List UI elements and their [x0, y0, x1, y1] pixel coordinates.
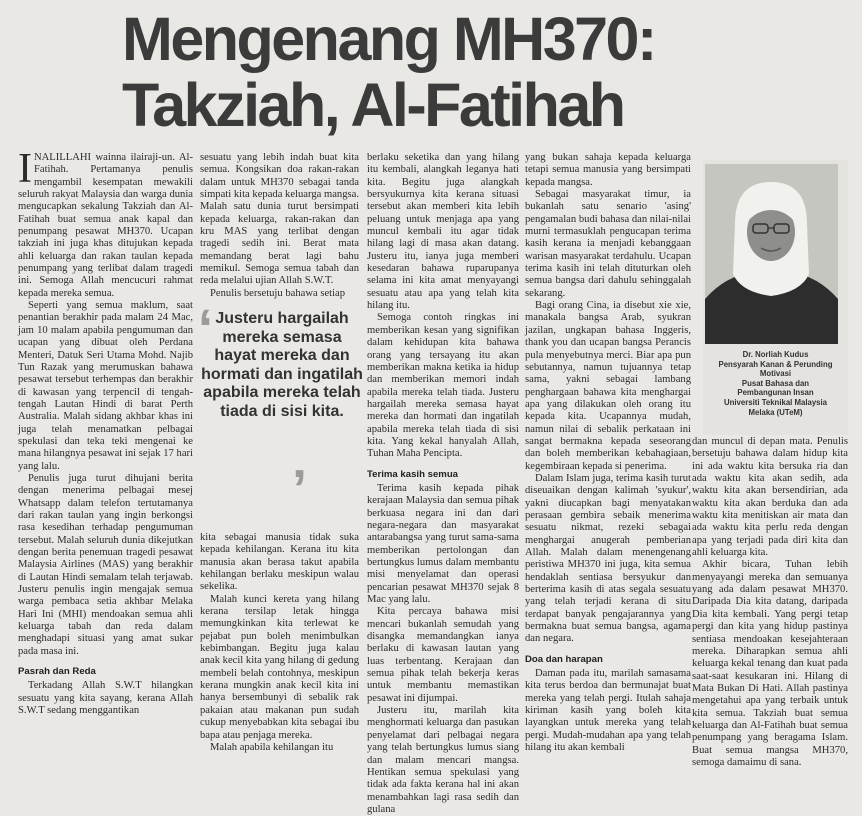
article-column-5 [692, 436, 848, 768]
author-name: Dr. Norliah Kudus [742, 350, 809, 359]
paragraph: INALILLAHI wainna ilairaji-un. Al-Fatihah. Pertamanya penulis mengambil kesempatan mewakili seluruh rakyat Malaysia dan warga dunia mengucapkan sekalung Takziah dan Al-Fatihah buat semua anak kapal dan penumpang pesawat MH370. Ucapan takziah ini juga khas ditujukan kepada ahli keluarga dan rakan taulan kepada penumpang yang terlibat dalam tragedi ini. Semoga Allah mencucuri rahmat kepada mereka semua. [18, 146, 193, 299]
paragraph: Terima kasih kepada pihak kerajaan Malaysia dan semua pihak berkuasa negara ini dan dari negara-negara dan masyarakat antarabangsa yang turut sama-sama memberikan pertolongan dan bertungkus lumus dalam membantu misi menyelamat dan operasi pencarian pesawat MH370 sejak 8 Mac yang lalu. [367, 482, 519, 606]
headline [122, 6, 722, 138]
author-title-line: Universiti Teknikal Malaysia [724, 397, 827, 407]
headline-line-2: Takziah, Al-Fatihah [122, 71, 624, 139]
paragraph: Malah kunci kereta yang hilang kerana tersilap letak hingga memungkinkan kita terlewat ke pejabat pun boleh menimbulkan kebimbangan. Begitu juga kalau anak kecil kita yang hilang di gedung membeli belah contohnya, meskipun kerana mungkin anak kecil kita ini hanya bersembunyi di sebalik rak pakaian atau makanan pun sudah cukup menyebabkan kita sebagai ibu bapa atau penjaga mereka. [200, 593, 359, 741]
paragraph: kita sebagai manusia tidak suka kepada kehilangan. Kerana itu kita manusia akan berasa takut apabila kehilangan berlaku meskipun walau sekelika. [200, 532, 359, 593]
author-title-line: Melaka (UTeM) [748, 407, 803, 417]
author-title-line: Pusat Bahasa dan [741, 378, 810, 388]
subheading: Pasrah dan Reda [18, 666, 96, 678]
open-quote-mark: ‘ [198, 299, 214, 359]
paragraph: Daman pada itu, marilah samasama kita terus berdoa dan bermunajat buat mereka yang telah pergi. Itulah sahaja kiriman kasih yang boleh kita layangkan untuk mereka yang telah pergi. Mudah-mudahan apa yang telah hilang itu akan kembali [525, 668, 691, 754]
paragraph: Semoga contoh ringkas ini memberikan kesan yang signifikan dalam kehidupan kita bahawa orang yang tersayang itu akan memberikan makna ketika ia hidup dan memberikan memori indah apabila mereka telah tiada. Justeru hargailah mereka semasa hayat mereka dan hormati dan ingatilah apabila mereka telah tiada di sisi kita. Yang kekal hanyalah Allah, Tuhan Maha Pencipta. [367, 312, 519, 460]
paragraph: Penulis bersetuju bahawa setiap [210, 287, 346, 299]
author-photo [705, 164, 838, 344]
subheading: Doa dan harapan [525, 653, 603, 665]
author-caption [703, 350, 848, 417]
paragraph: yang bukan sahaja kepada keluarga tetapi semua manusia yang bersimpati kepada mangsa. [525, 152, 691, 188]
paragraph: Seperti yang semua maklum, saat penantian berakhir pada malam 24 Mac, jam 10 malam apabila pengumuman dan ucapan yang dibuat oleh Perdana Menteri, Datuk Seri Utama Mohd. Najib Tun Razak yang merumuskan bahawa pesawat tersebut terhempas dan berakhir di kawasan yang terpencil di tengah-tengah Lautan Hindi di barat Perth Australia. Malah sidang akhbar khas ini juga telah menamatkan pelbagai spekulasi dan teka teki mengenai ke mana hilangnya pesawat ini sejak 17 hari yang lalu. [18, 300, 193, 472]
article-column-1 [18, 146, 193, 764]
author-title-line: Pensyarah Kanan & Perunding [718, 359, 833, 369]
article-column-4 [525, 152, 691, 764]
author-title-line: Pembangunan Insan [737, 388, 814, 398]
paragraph: Terkadang Allah S.W.T hilangkan sesuatu yang kita sayang, kerana Allah S.W.T sedang menggantikan [18, 680, 193, 717]
article-column-3 [367, 152, 519, 815]
paragraph: Dalam Islam juga, terima kasih turut diseuaikan dengan kalimah 'syukur', yakni diucapkan bagi menyatakan perasaan gembira sebaik menerima sesuatu nikmat, rezeki sebagai menghargai anugerah pemberian Allah. Malah dalam menengenang peristiwa MH370 ini juga, kita semua hendaklah sentiasa bersyukur dan berterima kasih di atas segala sesuatu yang telah terjadi kerana di situ terdapat banyak pengajarannya yang bermakna buat semua bangsa, agama dan negara. [525, 472, 691, 645]
paragraph: Kita percaya bahawa misi mencari bukanlah semudah yang disangka memandangkan ianya berlaku di kawasan lautan yang luas terbentang. Kerajaan dan semua pihak telah bekerja keras untuk membantu memastikan pesawat ini dijumpai. [367, 606, 519, 704]
paragraph: Sebagai masyarakat timur, ia bukanlah satu senario 'asing' pengamalan budi bahasa dan nilai-nilai murni termasuklah pengucapan terima kasih kerana ia menjadi kebanggaan warisan masyarakat terdahulu. Ucapan terima kasih ini telah dituturkan oleh semua bangsa dari dahulu sehinggalah sekarang. [525, 189, 691, 299]
paragraph: berlaku seketika dan yang hilang itu kembali, alangkah leganya hati kita. Begitu juga alangkah bersyukurnya kita kerana situasi tersebut akan memberi kita lebih peluang untuk menjaga apa yang muncul kembali itu agar tidak hilang lagi di masa akan datang. Justeru itu, ianya juga memberi kesedaran bahawa ruparupanya selama ini kita amat menyayangi sesuatu atau apa yang telah kita hilang itu. [367, 152, 519, 312]
close-quote-mark: ’ [292, 459, 308, 519]
paragraph: Penulis juga turut dihujani berita dengan menerima pelbagai mesej Whatsapp dalam telefon tertutamanya dari rakan taulan yang ingin berkongsi rasa kesedihan terhadap pengumuman tersebut. Malah seluruh dunia dikejutkan dengan berita penemuan tragedi pesawat Malaysia Airlines (MAS) yang berakhir di Lautan Hindi semalam telah terjawab. Justeru penulis ingin mengajak semua warga pembaca setia akhbar Melaka Hari Ini (MHI) mendoakan semua ahli keluarga tabah dan reda dalam menghadapi situasi yang amat sukar pada masa ini. [18, 472, 193, 657]
author-portrait-image [705, 164, 838, 344]
subheading: Terima kasih semua [367, 468, 459, 480]
paragraph: Bagi orang Cina, ia disebut xie xie, manakala bangsa Arab, syukran jazilan, ungkapan bahasa Inggeris, thank you dan ucapan bangsa Perancis pula menyebutnya merci. Biar apa pun sebutannya, namun tujuannya tetap sama, yakni sebagai lambang penghargaan bahawa kita menghargai apa yang dilakukan oleh orang itu kepada kita. Ucapannya mudah, namun nilai di sebalik perkataan ini sangat bermakna kepada seseorang dan boleh memberikan kebahagiaan, kegembiraan kepada si penerima. [525, 300, 691, 472]
pull-quote-text: Justeru hargailah mereka semasa hayat mereka dan hormati dan ingatilah apabila mereka telah tiada di sisi kita. [201, 310, 363, 420]
author-title-line: Motivasi [759, 369, 792, 379]
paragraph: dan muncul di depan mata. Penulis bersetuju bahawa dalam hidup kita ini ada waktu kita bersuka ria dan ada waktu kita akan sedih, ada waktu kita akan bersendirian, ada waktu kita akan berduka dan ada waktu kita menitiskan air mata dan ada waktu kita perlu reda dengan apa yang terjadi pada diri kita dan ahli keluarga kita. [692, 436, 848, 559]
paragraph: Malah apabila kehilangan itu [210, 741, 334, 753]
paragraph: Akhir bicara, Tuhan lebih menyayangi mereka dan semuanya yang ada dalam pesawat MH370. Daripada Dia kita datang, daripada Dia kita kembali. Yang pergi tetap pergi dan kita yang hidup pastinya sentiasa mendoakan kesejahteraan mereka. Diharapkan semua ahli keluarga kekal tenang dan kuat pada saat-saat kesukaran ini. Hilang di Mata Bukan Di Hati. Allah pastinya mengetahui apa yang terbaik untuk kita semua. Takziah buat semua keluarga dan Al-Fatihah buat semua penumpang yang beragama Islam. Buat semua mangsa MH370, semoga damaimu di sana. [692, 559, 848, 768]
paragraph: Justeru itu, marilah kita menghormati keluarga dan pasukan penyelamat dari pelbagai negara yang telah bertungkus lumus siang dan malam mencari mangsa. Hentikan semua spekulasi yang tidak ada fakta kerana hal ini akan menambahkan lagi rasa sedih dan gulana [367, 705, 519, 815]
pull-quote [196, 299, 364, 524]
headline-line-1: Mengenang MH370: [122, 5, 655, 73]
author-photo-box [703, 160, 848, 435]
paragraph: sesuatu yang lebih indah buat kita semua. Kongsikan doa rakan-rakan dalam untuk MH370 sebagai tanda simpati kita kepada keluarga mangsa. Malah satu dunia turut bersimpati kepada keluarga, rakan-rakan dan kru MAS yang terlibat dengan tragedi sedih ini. Berat mata memandang berat lagi bahu memikul. Semoga semua tabah dan reda melalui ujian Allah S.W.T. [200, 152, 359, 287]
